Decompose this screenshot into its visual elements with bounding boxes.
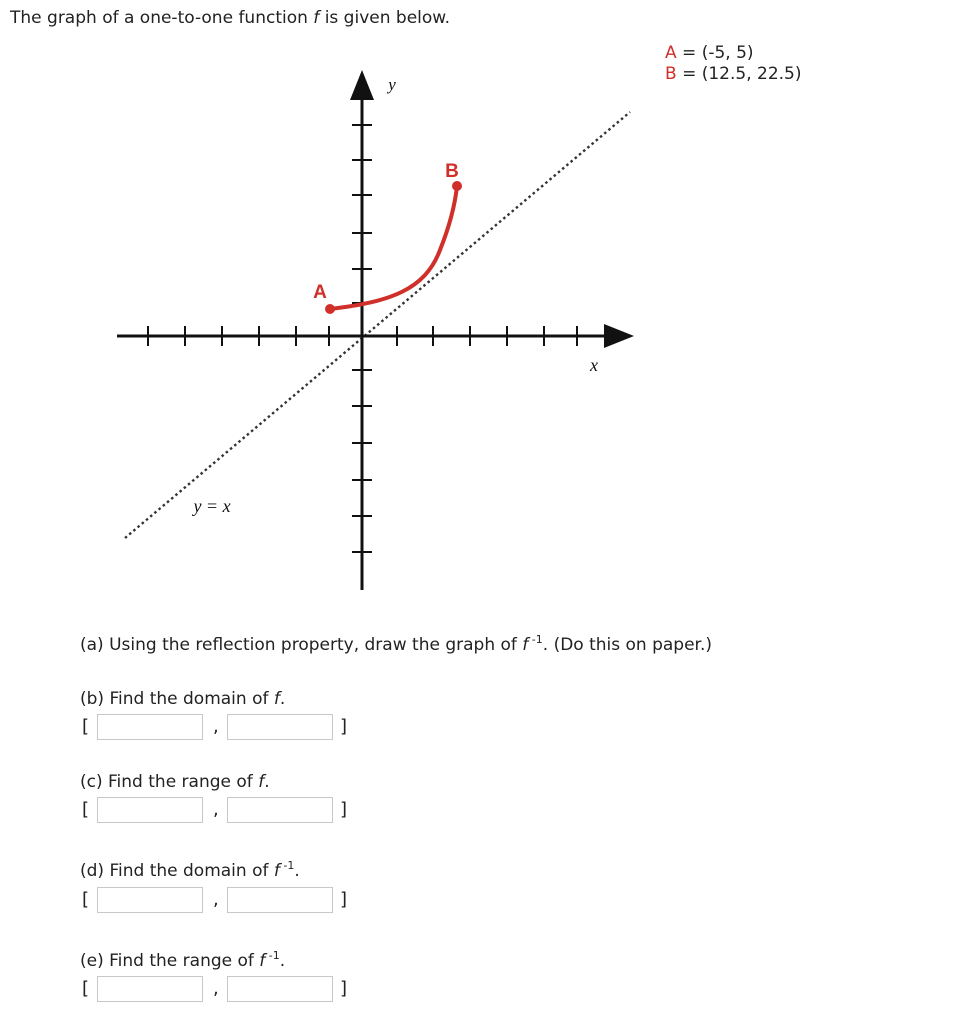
point-b-coordinate: [665, 64, 802, 85]
range-f-lower-input[interactable]: [97, 797, 203, 823]
question-e-prefix: (e) Find the range of: [80, 951, 260, 971]
interval-comma: ,: [213, 716, 219, 737]
open-bracket: [: [82, 978, 90, 999]
interval-comma: ,: [213, 978, 219, 999]
point-b-dot: [452, 181, 462, 191]
interval-comma: ,: [213, 799, 219, 820]
y-axis-arrow: [350, 70, 374, 100]
question-a: [80, 635, 712, 655]
point-a-label: A: [665, 43, 677, 63]
question-d-suffix: .: [294, 861, 300, 881]
question-a-prefix: (a) Using the reflection property, draw the graph of: [80, 635, 523, 655]
open-bracket: [: [82, 799, 90, 820]
intro-suffix: is given below.: [319, 8, 451, 28]
domain-f-lower-input[interactable]: [97, 714, 203, 740]
intro-function-name: f: [313, 8, 320, 28]
question-b: [80, 689, 285, 709]
point-a-value: (-5, 5): [701, 43, 754, 63]
diagonal-label: y = x: [193, 496, 231, 516]
point-b-equals: =: [676, 64, 702, 84]
point-b-graph-label: B: [445, 161, 459, 182]
question-c-prefix: (c) Find the range of: [80, 772, 259, 792]
intro-text: [10, 8, 450, 28]
function-graph: [0, 40, 680, 600]
close-bracket: ]: [340, 978, 348, 999]
x-axis-label: x: [590, 355, 598, 375]
range-f-inverse-lower-input[interactable]: [97, 976, 203, 1002]
domain-f-inverse-upper-input[interactable]: [227, 887, 333, 913]
question-e: [80, 951, 285, 971]
open-bracket: [: [82, 716, 90, 737]
diagonal-line: [125, 112, 630, 538]
domain-f-upper-input[interactable]: [227, 714, 333, 740]
y-axis-label: y: [388, 75, 396, 94]
question-d-prefix: (d) Find the domain of: [80, 861, 274, 881]
question-c-function: f: [258, 772, 265, 792]
interval-comma: ,: [213, 889, 219, 910]
range-f-upper-input[interactable]: [227, 797, 333, 823]
question-d-function: f: [273, 861, 280, 881]
point-a-graph-label: A: [313, 282, 327, 303]
question-b-prefix: (b) Find the domain of: [80, 689, 274, 709]
question-c: [80, 772, 270, 792]
close-bracket: ]: [340, 889, 348, 910]
domain-f-inverse-lower-input[interactable]: [97, 887, 203, 913]
point-b-value: (12.5, 22.5): [701, 64, 802, 84]
close-bracket: ]: [340, 799, 348, 820]
point-b-label: B: [665, 64, 677, 84]
intro-prefix: The graph of a one-to-one function: [10, 8, 314, 28]
close-bracket: ]: [340, 716, 348, 737]
question-a-function: f: [522, 635, 529, 655]
question-b-function: f: [273, 689, 280, 709]
point-coordinates: [665, 43, 802, 85]
open-bracket: [: [82, 889, 90, 910]
point-a-dot: [325, 304, 335, 314]
question-e-suffix: .: [279, 951, 286, 971]
question-e-function: f: [259, 951, 266, 971]
x-axis-arrow: [604, 324, 634, 348]
question-a-superscript: -1: [528, 633, 543, 646]
question-c-suffix: .: [264, 772, 270, 792]
question-a-suffix: . (Do this on paper.): [542, 635, 713, 655]
point-a-coordinate: [665, 43, 802, 64]
question-d: [80, 861, 300, 881]
function-curve: [330, 186, 457, 309]
question-b-suffix: .: [279, 689, 286, 709]
question-d-superscript: -1: [279, 859, 295, 872]
question-e-superscript: -1: [265, 949, 280, 962]
range-f-inverse-upper-input[interactable]: [227, 976, 333, 1002]
point-a-equals: =: [676, 43, 702, 63]
